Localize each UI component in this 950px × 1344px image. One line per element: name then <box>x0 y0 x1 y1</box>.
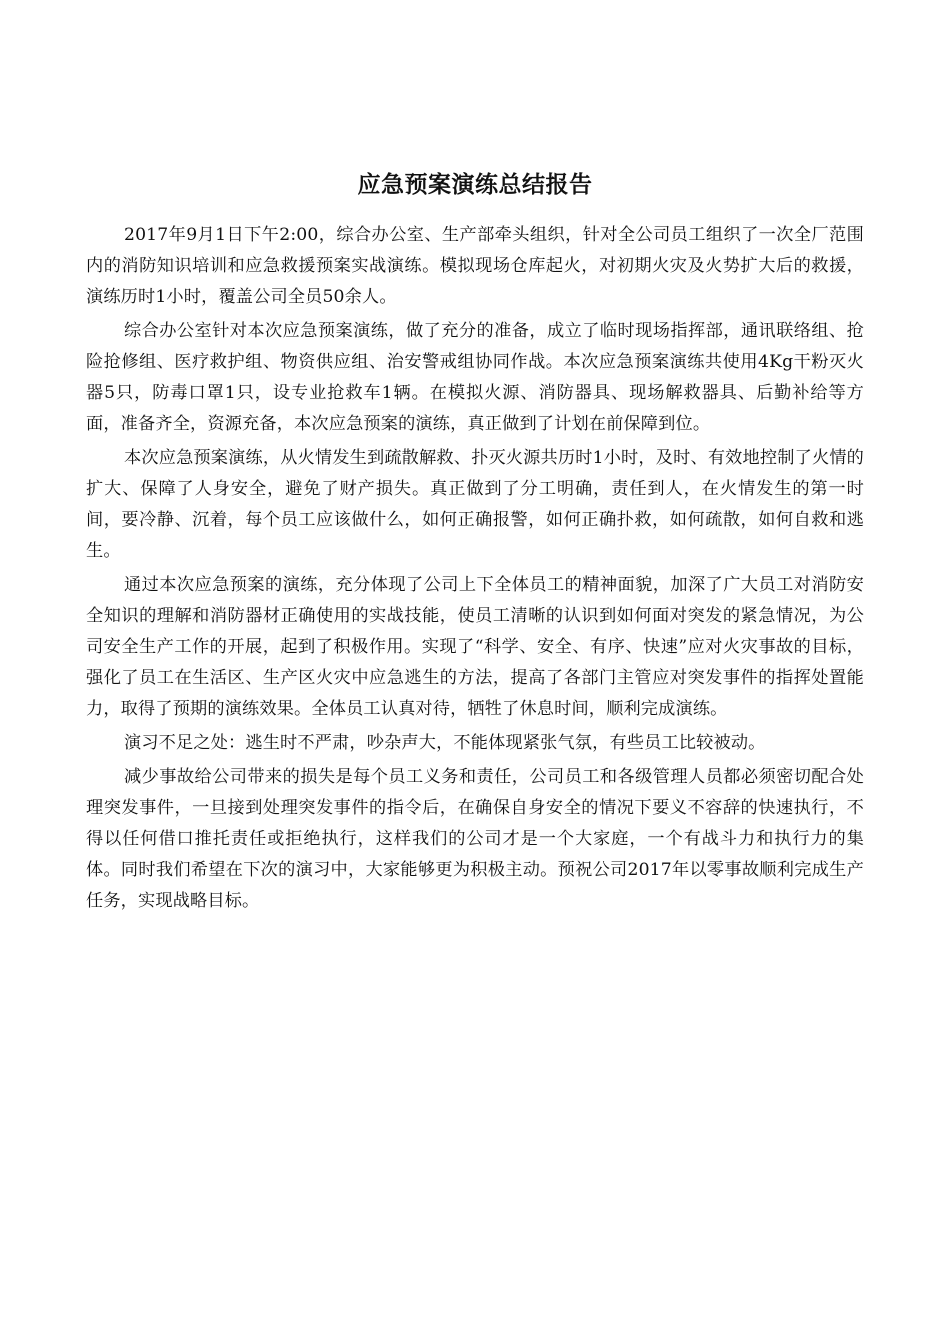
paragraph-drill-process: 本次应急预案演练，从火情发生到疏散解救、扑灭火源共历时1小时，及时、有效地控制了火情的扩大、保障了人身安全，避免了财产损失。真正做到了分工明确，责任到人，在火情发生的第一时间，要冷静、沉着，每个员工应该做什么，如何正确报警，如何正确扑救，如何疏散，如何自救和逃生。 <box>86 448 864 561</box>
paragraph-shortcomings: 演习不足之处：逃生时不严肃，吵杂声大，不能体现紧张气氛，有些员工比较被动。 <box>124 733 766 753</box>
paragraph-drill-results: 通过本次应急预案的演练，充分体现了公司上下全体员工的精神面貌，加深了广大员工对消防安全知识的理解和消防器材正确使用的实战技能，使员工清晰的认识到如何面对突发的紧急情况，为公司安全生产工作的开展，起到了积极作用。实现了“科学、安全、有序、快速”应对火灾事故的目标，强化了员工在生活区、生产区火灾中应急逃生的方法，提高了各部门主管应对突发事件的指挥处置能力，取得了预期的演练效果。全体员工认真对待，牺牲了休息时间，顺利完成演练。 <box>86 575 864 719</box>
document-title: 应急预案演练总结报告 <box>357 172 593 198</box>
document-body <box>86 168 864 920</box>
paragraph-drill-overview: 2017年9月1日下午2:00，综合办公室、生产部牵头组织，针对全公司员工组织了一次全厂范围内的消防知识培训和应急救援预案实战演练。模拟现场仓库起火，对初期火灾及火势扩大后的救援，演练历时1小时，覆盖公司全员50余人。 <box>86 225 864 307</box>
paragraph-preparation: 综合办公室针对本次应急预案演练，做了充分的准备，成立了临时现场指挥部，通讯联络组、抢险抢修组、医疗救护组、物资供应组、治安警戒组协同作战。本次应急预案演练共使用4Kg干粉灭火器5只，防毒口罩1只，设专业抢救车1辆。在模拟火源、消防器具、现场解救器具、后勤补给等方面，准备齐全，资源充备，本次应急预案的演练，真正做到了计划在前保障到位。 <box>86 321 864 434</box>
paragraph-conclusion: 减少事故给公司带来的损失是每个员工义务和责任，公司员工和各级管理人员都必须密切配合处理突发事件，一旦接到处理突发事件的指令后，在确保自身安全的情况下要义不容辞的快速执行，不得以任何借口推托责任或拒绝执行，这样我们的公司才是一个大家庭，一个有战斗力和执行力的集体。同时我们希望在下次的演习中，大家能够更为积极主动。预祝公司2017年以零事故顺利完成生产任务，实现战略目标。 <box>86 767 864 911</box>
